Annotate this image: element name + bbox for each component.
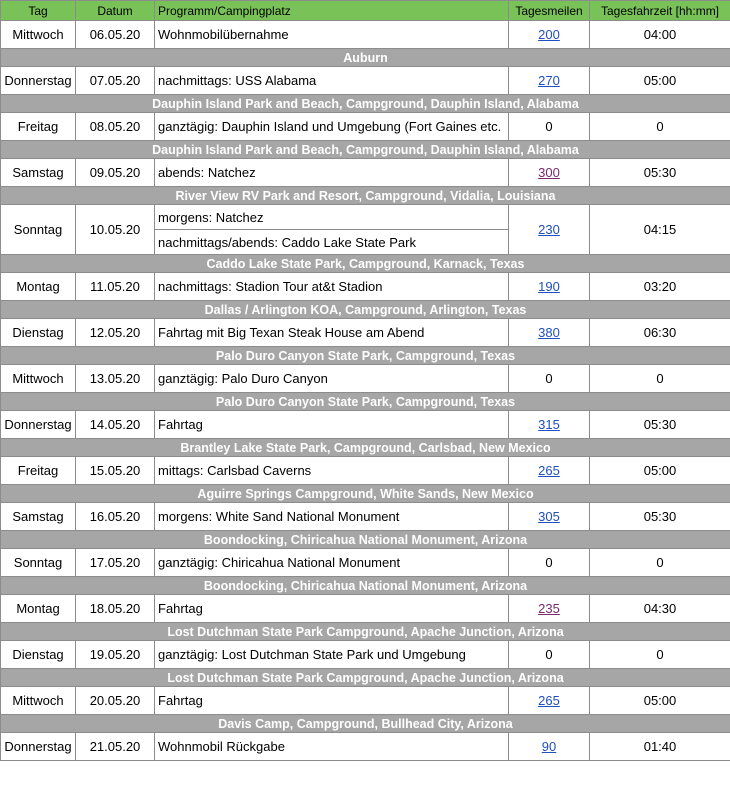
tagesmeilen-cell xyxy=(509,67,590,95)
tagesmeilen-cell xyxy=(509,159,590,187)
tagesfahrzeit-cell: 03:20 xyxy=(590,273,730,301)
tagesmeilen-cell: 0 xyxy=(509,365,590,393)
tagesmeilen-cell xyxy=(509,411,590,439)
tagesmeilen-link[interactable]: 315 xyxy=(538,417,560,432)
tagesmeilen-link[interactable]: 380 xyxy=(538,325,560,340)
day-row xyxy=(1,67,730,95)
campground-name: Caddo Lake State Park, Campground, Karnack, Texas xyxy=(1,255,730,273)
programm-cell: Wohnmobil Rückgabe xyxy=(155,733,509,761)
tagesmeilen-link[interactable]: 235 xyxy=(538,601,560,616)
datum-cell: 19.05.20 xyxy=(76,641,155,669)
programm-cell: Fahrtag xyxy=(155,595,509,623)
tag-cell: Mittwoch xyxy=(1,21,76,49)
datum-cell: 16.05.20 xyxy=(76,503,155,531)
datum-cell: 14.05.20 xyxy=(76,411,155,439)
tag-cell: Mittwoch xyxy=(1,365,76,393)
tag-cell: Donnerstag xyxy=(1,733,76,761)
tag-cell: Freitag xyxy=(1,457,76,485)
tagesfahrzeit-cell: 05:30 xyxy=(590,159,730,187)
tagesfahrzeit-cell: 0 xyxy=(590,113,730,141)
programm-cell: morgens: Natchez xyxy=(155,205,509,230)
datum-cell: 12.05.20 xyxy=(76,319,155,347)
tagesmeilen-cell: 0 xyxy=(509,641,590,669)
campground-row xyxy=(1,187,730,205)
tagesmeilen-link[interactable]: 265 xyxy=(538,693,560,708)
programm-cell: nachmittags/abends: Caddo Lake State Park xyxy=(155,230,509,255)
itinerary-body xyxy=(1,21,730,761)
campground-row xyxy=(1,531,730,549)
day-row xyxy=(1,733,730,761)
tagesmeilen-cell: 0 xyxy=(509,113,590,141)
tag-cell: Dienstag xyxy=(1,319,76,347)
datum-cell: 13.05.20 xyxy=(76,365,155,393)
tagesmeilen-link[interactable]: 200 xyxy=(538,27,560,42)
tagesfahrzeit-cell: 01:40 xyxy=(590,733,730,761)
tag-cell: Sonntag xyxy=(1,205,76,255)
datum-cell: 09.05.20 xyxy=(76,159,155,187)
tagesfahrzeit-cell: 05:00 xyxy=(590,457,730,485)
tag-cell: Sonntag xyxy=(1,549,76,577)
campground-row xyxy=(1,301,730,319)
campground-name: Dauphin Island Park and Beach, Campground, Dauphin Island, Alabama xyxy=(1,95,730,113)
day-row xyxy=(1,457,730,485)
tagesfahrzeit-cell: 05:30 xyxy=(590,503,730,531)
programm-cell: ganztägig: Dauphin Island und Umgebung (Fort Gaines etc. xyxy=(155,113,509,141)
tagesmeilen-cell xyxy=(509,687,590,715)
tag-cell: Donnerstag xyxy=(1,411,76,439)
day-row xyxy=(1,595,730,623)
programm-cell: Fahrtag mit Big Texan Steak House am Abend xyxy=(155,319,509,347)
campground-name: Lost Dutchman State Park Campground, Apache Junction, Arizona xyxy=(1,623,730,641)
datum-cell: 08.05.20 xyxy=(76,113,155,141)
day-row xyxy=(1,319,730,347)
tagesmeilen-cell: 0 xyxy=(509,549,590,577)
tagesfahrzeit-cell: 0 xyxy=(590,365,730,393)
campground-row xyxy=(1,577,730,595)
tagesfahrzeit-cell: 05:00 xyxy=(590,687,730,715)
campground-row xyxy=(1,95,730,113)
day-row xyxy=(1,503,730,531)
tag-cell: Samstag xyxy=(1,159,76,187)
tagesfahrzeit-cell: 06:30 xyxy=(590,319,730,347)
campground-row xyxy=(1,623,730,641)
tagesfahrzeit-cell: 04:30 xyxy=(590,595,730,623)
tagesmeilen-cell xyxy=(509,273,590,301)
tagesmeilen-link[interactable]: 265 xyxy=(538,463,560,478)
programm-cell: ganztägig: Lost Dutchman State Park und Umgebung xyxy=(155,641,509,669)
datum-cell: 06.05.20 xyxy=(76,21,155,49)
header-row xyxy=(1,1,730,21)
campground-name: Boondocking, Chiricahua National Monument, Arizona xyxy=(1,577,730,595)
programm-cell: Fahrtag xyxy=(155,687,509,715)
campground-name: Lost Dutchman State Park Campground, Apache Junction, Arizona xyxy=(1,669,730,687)
header-tag: Tag xyxy=(1,1,76,21)
tagesmeilen-link[interactable]: 300 xyxy=(538,165,560,180)
programm-cell: ganztägig: Chiricahua National Monument xyxy=(155,549,509,577)
campground-row xyxy=(1,485,730,503)
tagesmeilen-link[interactable]: 305 xyxy=(538,509,560,524)
campground-name: River View RV Park and Resort, Campground, Vidalia, Louisiana xyxy=(1,187,730,205)
tagesmeilen-link[interactable]: 190 xyxy=(538,279,560,294)
programm-cell: nachmittags: Stadion Tour at&t Stadion xyxy=(155,273,509,301)
datum-cell: 07.05.20 xyxy=(76,67,155,95)
campground-name: Auburn xyxy=(1,49,730,67)
tagesfahrzeit-cell: 05:00 xyxy=(590,67,730,95)
tagesmeilen-cell xyxy=(509,457,590,485)
campground-name: Dallas / Arlington KOA, Campground, Arlington, Texas xyxy=(1,301,730,319)
campground-name: Davis Camp, Campground, Bullhead City, Arizona xyxy=(1,715,730,733)
campground-row xyxy=(1,393,730,411)
tag-cell: Freitag xyxy=(1,113,76,141)
tag-cell: Donnerstag xyxy=(1,67,76,95)
tagesfahrzeit-cell: 05:30 xyxy=(590,411,730,439)
campground-row xyxy=(1,669,730,687)
datum-cell: 17.05.20 xyxy=(76,549,155,577)
tag-cell: Mittwoch xyxy=(1,687,76,715)
programm-cell: Wohnmobilübernahme xyxy=(155,21,509,49)
header-tagesmeilen: Tagesmeilen xyxy=(509,1,590,21)
tagesmeilen-link[interactable]: 90 xyxy=(541,739,557,754)
datum-cell: 20.05.20 xyxy=(76,687,155,715)
tagesfahrzeit-cell: 04:00 xyxy=(590,21,730,49)
tag-cell: Samstag xyxy=(1,503,76,531)
tagesmeilen-cell xyxy=(509,733,590,761)
day-row xyxy=(1,365,730,393)
tagesmeilen-cell xyxy=(509,503,590,531)
tagesmeilen-link[interactable]: 270 xyxy=(538,73,560,88)
programm-cell: mittags: Carlsbad Caverns xyxy=(155,457,509,485)
tagesmeilen-cell xyxy=(509,595,590,623)
datum-cell: 21.05.20 xyxy=(76,733,155,761)
datum-cell: 15.05.20 xyxy=(76,457,155,485)
campground-name: Palo Duro Canyon State Park, Campground, Texas xyxy=(1,347,730,365)
datum-cell: 18.05.20 xyxy=(76,595,155,623)
day-row xyxy=(1,159,730,187)
programm-cell: nachmittags: USS Alabama xyxy=(155,67,509,95)
day-row xyxy=(1,687,730,715)
datum-cell: 10.05.20 xyxy=(76,205,155,255)
campground-name: Dauphin Island Park and Beach, Campground, Dauphin Island, Alabama xyxy=(1,141,730,159)
day-row xyxy=(1,641,730,669)
header-programm: Programm/Campingplatz xyxy=(155,1,509,21)
day-row xyxy=(1,205,730,230)
tagesmeilen-cell xyxy=(509,319,590,347)
campground-row xyxy=(1,439,730,457)
campground-name: Brantley Lake State Park, Campground, Carlsbad, New Mexico xyxy=(1,439,730,457)
datum-cell: 11.05.20 xyxy=(76,273,155,301)
tag-cell: Montag xyxy=(1,273,76,301)
tagesmeilen-cell xyxy=(509,205,590,255)
tagesmeilen-cell xyxy=(509,21,590,49)
campground-row xyxy=(1,347,730,365)
header-tagesfahrzeit: Tagesfahrzeit [hh:mm] xyxy=(590,1,730,21)
campground-row xyxy=(1,49,730,67)
campground-row xyxy=(1,141,730,159)
campground-row xyxy=(1,715,730,733)
programm-cell: Fahrtag xyxy=(155,411,509,439)
day-row xyxy=(1,21,730,49)
tagesmeilen-link[interactable]: 230 xyxy=(538,222,560,237)
programm-cell: ganztägig: Palo Duro Canyon xyxy=(155,365,509,393)
tagesfahrzeit-cell: 0 xyxy=(590,549,730,577)
tagesfahrzeit-cell: 0 xyxy=(590,641,730,669)
campground-name: Boondocking, Chiricahua National Monument, Arizona xyxy=(1,531,730,549)
campground-name: Palo Duro Canyon State Park, Campground, Texas xyxy=(1,393,730,411)
day-row xyxy=(1,113,730,141)
day-row xyxy=(1,273,730,301)
header-datum: Datum xyxy=(76,1,155,21)
campground-row xyxy=(1,255,730,273)
tag-cell: Dienstag xyxy=(1,641,76,669)
campground-name: Aguirre Springs Campground, White Sands, New Mexico xyxy=(1,485,730,503)
tagesfahrzeit-cell: 04:15 xyxy=(590,205,730,255)
day-row xyxy=(1,411,730,439)
day-row xyxy=(1,549,730,577)
programm-cell: abends: Natchez xyxy=(155,159,509,187)
tag-cell: Montag xyxy=(1,595,76,623)
programm-cell: morgens: White Sand National Monument xyxy=(155,503,509,531)
